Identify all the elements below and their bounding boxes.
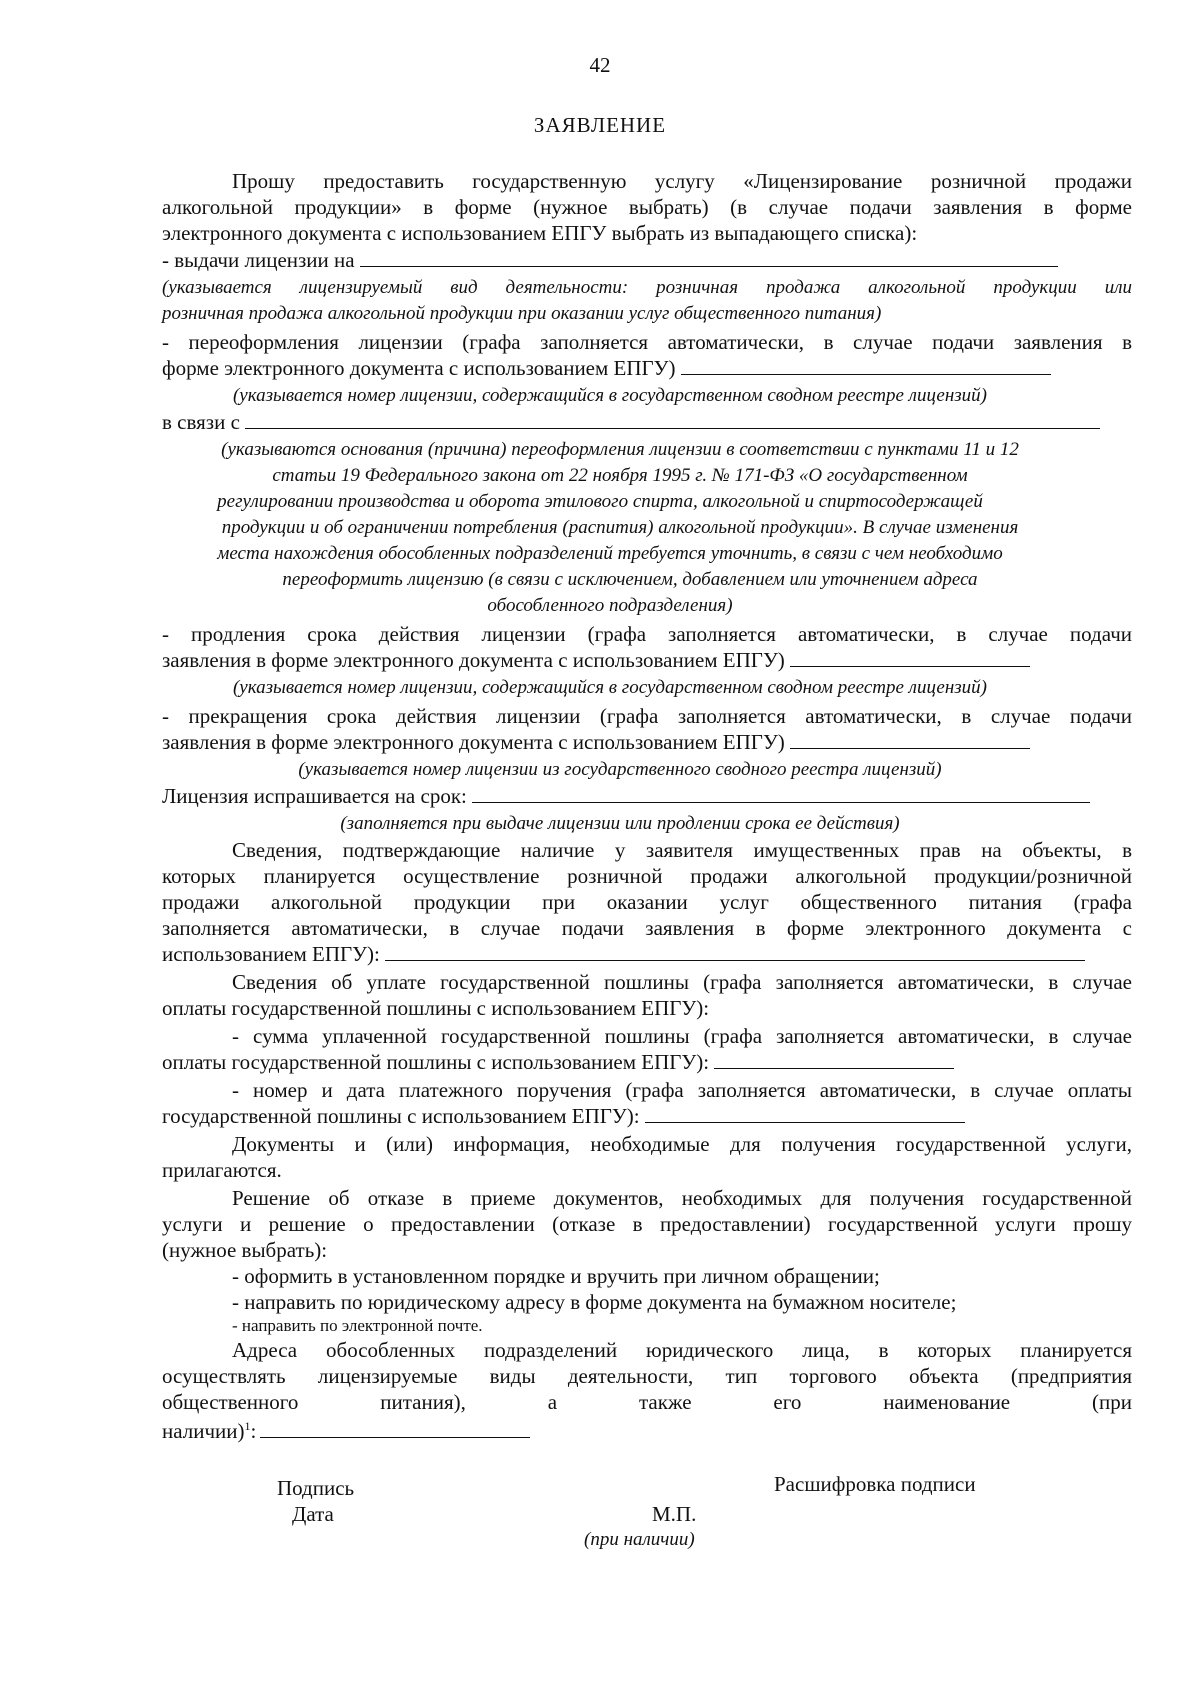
addresses-line-2: осуществлять лицензируемые виды деятельности, тип торгового объекта (предприятия <box>162 1364 1132 1388</box>
due-to-field[interactable] <box>245 410 1100 429</box>
issue-label: - выдачи лицензии на <box>162 247 1058 273</box>
due-to-label: в связи с <box>162 409 1100 435</box>
terminate-note: (указывается номер лицензии из государственного сводного реестра лицензий) <box>298 759 942 780</box>
issue-note-1: (указывается лицензируемый вид деятельности: розничная продажа алкогольной продукции или <box>162 277 1132 298</box>
due-to-note-5: места нахождения обособленных подразделений требуется уточнить, в связи с чем необходимо <box>217 543 1003 564</box>
property-line-1: Сведения, подтверждающие наличие у заявителя имущественных прав на объекты, в <box>232 838 1132 862</box>
docs-line-2: прилагаются. <box>162 1158 282 1182</box>
decision-line-1: Решение об отказе в приеме документов, необходимых для получения государственной <box>232 1186 1132 1210</box>
due-to-note-6: переоформить лицензию (в связи с исключением, добавлением или уточнением адреса <box>282 569 978 590</box>
terminate-field[interactable] <box>790 730 1030 749</box>
intro-line-3: электронного документа с использованием ЕПГУ выбрать из выпадающего списка): <box>162 221 918 245</box>
property-line-5: использованием ЕПГУ): <box>162 941 1085 967</box>
stamp-label: М.П. <box>652 1502 697 1526</box>
addresses-line-4: наличии)$^1$: <box>162 1413 530 1444</box>
extend-line-1: - продления срока действия лицензии (графа заполняется автоматически, в случае подачи <box>162 622 1132 646</box>
option-paper: - направить по юридическому адресу в форме документа на бумажном носителе; <box>232 1290 957 1314</box>
decision-line-2: услуги и решение о предоставлении (отказе в предоставлении) государственной услуги прошу <box>162 1212 1132 1236</box>
fee-sum-line-2: оплаты государственной пошлины с использованием ЕПГУ): <box>162 1049 954 1075</box>
fee-line-1: Сведения об уплате государственной пошлины (графа заполняется автоматически, в случае <box>232 970 1132 994</box>
decision-line-3: (нужное выбрать): <box>162 1238 328 1262</box>
signature-label: Подпись <box>277 1476 355 1500</box>
fee-order-line-1: - номер и дата платежного поручения (графа заполняется автоматически, в случае оплаты <box>232 1078 1132 1102</box>
reissue-field[interactable] <box>681 356 1051 375</box>
fee-line-2: оплаты государственной пошлины с использованием ЕПГУ): <box>162 996 710 1020</box>
stamp-note: (при наличии) <box>584 1529 695 1550</box>
fee-sum-field[interactable] <box>714 1050 954 1069</box>
terminate-line-2: заявления в форме электронного документа с использованием ЕПГУ) <box>162 729 1030 755</box>
addresses-line-1: Адреса обособленных подразделений юридического лица, в которых планируется <box>232 1338 1132 1362</box>
due-to-note-4: продукции и об ограничении потребления (распития) алкогольной продукции». В случае изменения <box>221 517 1019 538</box>
terminate-line-1: - прекращения срока действия лицензии (графа заполняется автоматически, в случае подачи <box>162 704 1132 728</box>
signature-decoding-label: Расшифровка подписи <box>774 1472 976 1496</box>
term-note: (заполняется при выдаче лицензии или продлении срока ее действия) <box>340 813 900 834</box>
due-to-note-7: обособленного подразделения) <box>487 595 733 616</box>
footnote-mark: 1 <box>244 1419 251 1433</box>
extend-field[interactable] <box>790 648 1030 667</box>
addresses-field[interactable] <box>260 1419 530 1438</box>
extend-line-2: заявления в форме электронного документа с использованием ЕПГУ) <box>162 647 1030 673</box>
due-to-note-2: статьи 19 Федерального закона от 22 ноября 1995 г. № 171-ФЗ «О государственном <box>272 465 968 486</box>
due-to-note-3: регулировании производства и оборота этилового спирта, алкогольной и спиртосодержащей <box>217 491 983 512</box>
property-line-2: которых планируется осуществление розничной продажи алкогольной продукции/розничной <box>162 864 1132 888</box>
fee-sum-line-1: - сумма уплаченной государственной пошлины (графа заполняется автоматически, в случае <box>232 1024 1132 1048</box>
property-field[interactable] <box>385 942 1085 961</box>
docs-line-1: Документы и (или) информация, необходимые для получения государственной услуги, <box>232 1132 1132 1156</box>
term-field[interactable] <box>472 784 1090 803</box>
page-number: 42 <box>589 53 611 77</box>
issue-field[interactable] <box>360 248 1058 267</box>
option-email: - направить по электронной почте. <box>232 1316 483 1335</box>
reissue-line-1: - переоформления лицензии (графа заполняется автоматически, в случае подачи заявления в <box>162 330 1132 354</box>
extend-note: (указывается номер лицензии, содержащийся в государственном сводном реестре лицензий) <box>232 677 988 698</box>
intro-line-2: алкогольной продукции» в форме (нужное выбрать) (в случае подачи заявления в форме <box>162 195 1132 219</box>
intro-line-1: Прошу предоставить государственную услугу «Лицензирование розничной продажи <box>232 169 1132 193</box>
document-title: ЗАЯВЛЕНИЕ <box>533 113 667 137</box>
due-to-note-1: (указываются основания (причина) переоформления лицензии в соответствии с пунктами 11 и 12 <box>221 439 1019 460</box>
reissue-note: (указывается номер лицензии, содержащийся в государственном сводном реестре лицензий) <box>232 385 988 406</box>
option-personal: - оформить в установленном порядке и вручить при личном обращении; <box>232 1264 880 1288</box>
issue-note-2: розничная продажа алкогольной продукции при оказании услуг общественного питания) <box>162 303 882 324</box>
property-line-4: заполняется автоматически, в случае подачи заявления в форме электронного документа с <box>162 916 1132 940</box>
addresses-line-3: общественного питания), а также его наименование (при <box>162 1390 1132 1414</box>
fee-order-line-2: государственной пошлины с использованием ЕПГУ): <box>162 1103 965 1129</box>
property-line-3: продажи алкогольной продукции при оказании услуг общественного питания (графа <box>162 890 1132 914</box>
date-label: Дата <box>292 1502 334 1526</box>
term-label: Лицензия испрашивается на срок: <box>162 783 1090 809</box>
reissue-line-2: форме электронного документа с использованием ЕПГУ) <box>162 355 1051 381</box>
fee-order-field[interactable] <box>645 1104 965 1123</box>
